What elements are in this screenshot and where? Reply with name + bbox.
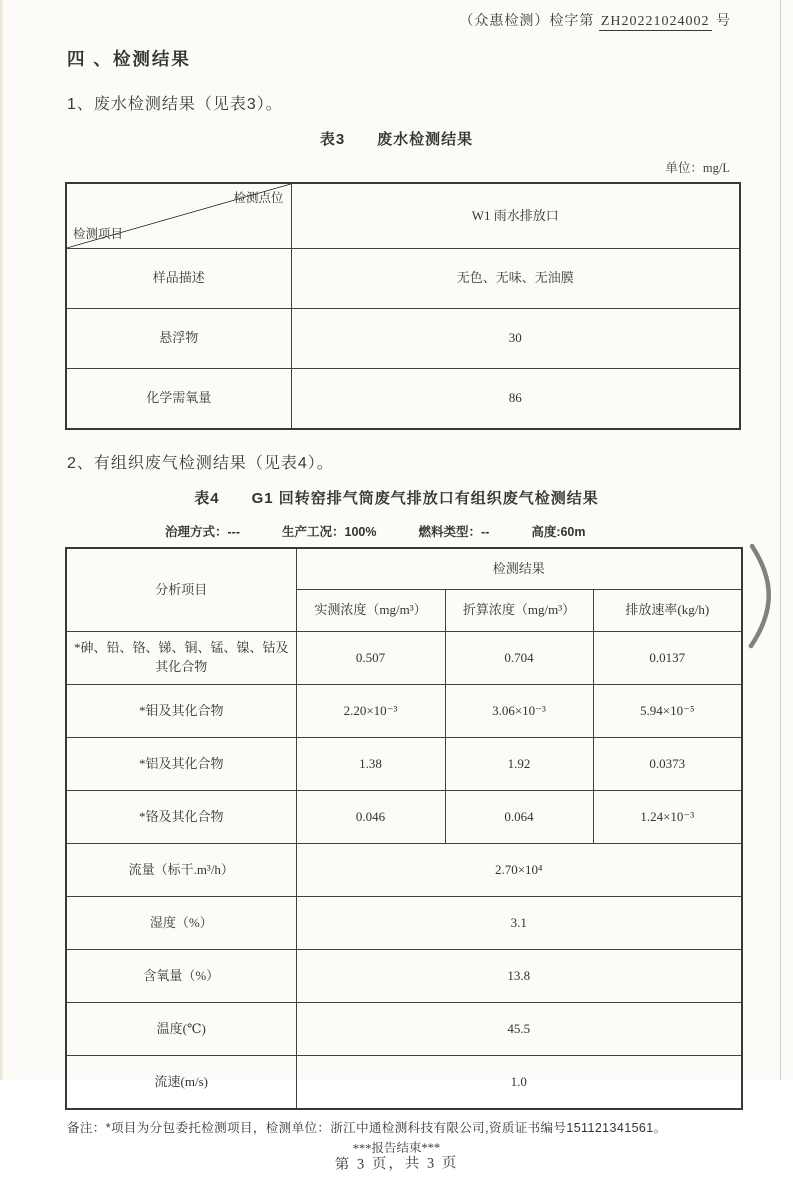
rate-cell: 0.0137 <box>593 632 742 685</box>
value-cell: 无色、无味、无油膜 <box>291 249 740 309</box>
item-cell: 悬浮物 <box>66 309 291 369</box>
result-group-header: 检测结果 <box>296 548 742 590</box>
rate-cell: 0.0373 <box>593 738 742 791</box>
item-cell: *钼及其化合物 <box>66 685 296 738</box>
table-row <box>66 183 740 249</box>
condition-production: 生产工况：100% <box>282 525 377 539</box>
section-title: 四 、检测结果 <box>67 49 191 69</box>
ref-suffix: 号 <box>716 14 731 29</box>
measured-cell: 1.38 <box>296 738 445 791</box>
span-value-cell: 1.0 <box>296 1056 742 1110</box>
analysis-item-header: 分析项目 <box>66 548 296 632</box>
converted-cell: 1.92 <box>445 738 593 791</box>
wastewater-heading: 1、废水检测结果（见表3）。 <box>67 96 283 113</box>
item-cell: 化学需氧量 <box>66 369 291 430</box>
exhaust-table <box>65 547 743 1110</box>
condition-treatment: 治理方式：--- <box>165 525 240 539</box>
table-row <box>66 249 740 309</box>
table-row <box>66 1056 742 1110</box>
item-cell: *砷、铅、铬、锑、铜、锰、镍、钴及其化合物 <box>66 632 296 685</box>
table-row <box>66 791 742 844</box>
measured-cell: 2.20×10⁻³ <box>296 685 445 738</box>
item-cell: 湿度（%） <box>66 897 296 950</box>
converted-cell: 0.064 <box>445 791 593 844</box>
ref-number: ZH20221024002 <box>600 14 710 29</box>
table-row <box>66 309 740 369</box>
col-header-rate: 排放速率(kg/h) <box>593 590 742 632</box>
ref-prefix: （众惠检测）检字第 <box>459 14 595 29</box>
table-row <box>66 1003 742 1056</box>
diagonal-label-point: 检测点位 <box>233 191 284 205</box>
conditions-line <box>0 522 793 540</box>
col-header-measured: 实测浓度（mg/m³） <box>296 590 445 632</box>
item-cell: 流速(m/s) <box>66 1056 296 1110</box>
item-cell: *铝及其化合物 <box>66 738 296 791</box>
table-row <box>66 369 740 430</box>
condition-height: 高度:60m <box>531 525 586 539</box>
span-value-cell: 3.1 <box>296 897 742 950</box>
table-row <box>66 632 742 685</box>
table-row <box>66 738 742 791</box>
footnote: 备注：*项目为分包委托检测项目，检测单位：浙江中通检测科技有限公司,资质证书编号151121341561。 <box>67 1121 667 1135</box>
item-cell: 样品描述 <box>66 249 291 309</box>
scan-left-edge <box>0 0 4 1080</box>
diagonal-header-cell <box>66 183 291 249</box>
value-cell: 30 <box>291 309 740 369</box>
condition-fuel: 燃料类型：-- <box>418 525 490 539</box>
pen-stroke-icon <box>748 542 780 650</box>
converted-cell: 3.06×10⁻³ <box>445 685 593 738</box>
converted-cell: 0.704 <box>445 632 593 685</box>
span-value-cell: 13.8 <box>296 950 742 1003</box>
document-ref-line <box>0 0 793 30</box>
rate-cell: 1.24×10⁻³ <box>593 791 742 844</box>
scan-right-edge-line <box>780 0 781 1080</box>
table-row <box>66 844 742 897</box>
page-number-line: 第 3 页，共 3 页 <box>334 1155 459 1173</box>
exhaust-heading: 2、有组织废气检测结果（见表4）。 <box>67 455 334 472</box>
item-cell: 流量（标干.m³/h） <box>66 844 296 897</box>
item-cell: *铬及其化合物 <box>66 791 296 844</box>
table4-title: 表4 G1 回转窑排气筒废气排放口有组织废气检测结果 <box>194 490 599 507</box>
monitoring-point-cell: W1 雨水排放口 <box>291 183 740 249</box>
rate-cell: 5.94×10⁻⁵ <box>593 685 742 738</box>
table-row <box>66 897 742 950</box>
table-row <box>66 950 742 1003</box>
diagonal-label-item: 检测项目 <box>73 226 124 241</box>
unit-label: 单位：mg/L <box>665 161 730 175</box>
report-end-line: ***报告结束*** <box>352 1140 441 1156</box>
table3-title: 表3 废水检测结果 <box>319 131 474 148</box>
value-cell: 86 <box>291 369 740 430</box>
col-header-converted: 折算浓度（mg/m³） <box>445 590 593 632</box>
item-cell: 含氧量（%） <box>66 950 296 1003</box>
measured-cell: 0.507 <box>296 632 445 685</box>
table-row <box>66 685 742 738</box>
wastewater-table <box>65 182 741 430</box>
span-value-cell: 2.70×10⁴ <box>296 844 742 897</box>
measured-cell: 0.046 <box>296 791 445 844</box>
table-row <box>66 548 742 590</box>
item-cell: 温度(℃) <box>66 1003 296 1056</box>
span-value-cell: 45.5 <box>296 1003 742 1056</box>
